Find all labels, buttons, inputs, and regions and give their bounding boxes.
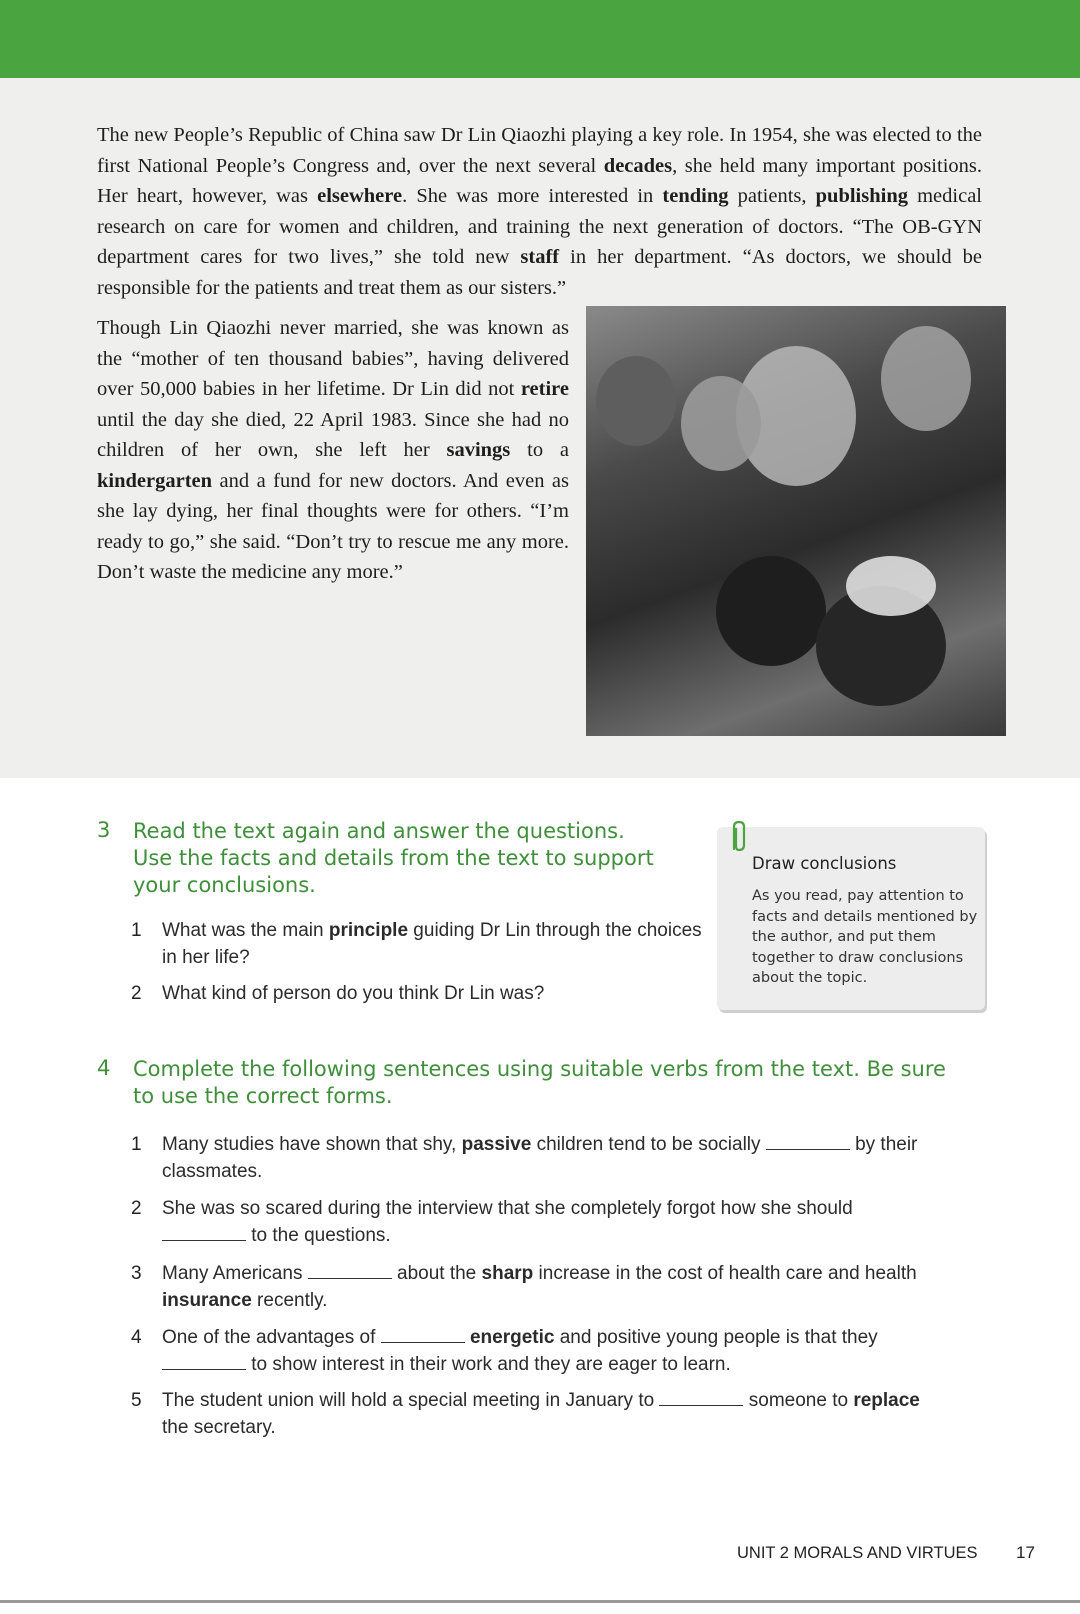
item-number: 2 <box>131 1198 142 1219</box>
question-3-heading-line: Read the text again and answer the questions. <box>133 819 625 843</box>
bold-vocabulary-word: passive <box>461 1134 532 1155</box>
bold-vocabulary-word: insurance <box>162 1290 252 1311</box>
answer-blank <box>162 1352 246 1370</box>
footer-unit-title: UNIT 2 MORALS AND VIRTUES <box>737 1544 978 1562</box>
question-3-heading <box>133 818 693 899</box>
question-3-heading-line: your conclusions. <box>133 873 316 897</box>
bold-vocabulary-word: sharp <box>481 1263 534 1284</box>
bold-vocabulary-word: principle <box>328 920 409 941</box>
header-green-band <box>0 0 1080 78</box>
question-3-item-2 <box>131 980 711 1010</box>
question-4-item-5 <box>131 1387 931 1447</box>
item-text: Many studies have shown that shy, passive children tend to be socially by their classmates. <box>162 1134 918 1182</box>
question-4-item-2 <box>131 1195 931 1255</box>
bold-vocabulary-word: retire <box>520 378 569 400</box>
photo-dr-lin-with-children <box>586 306 1006 736</box>
question-3-number: 3 <box>97 818 111 842</box>
answer-blank <box>766 1132 850 1150</box>
answer-blank <box>381 1325 465 1343</box>
question-4-item-3 <box>131 1260 931 1320</box>
bold-vocabulary-word: kindergarten <box>97 469 213 492</box>
answer-blank <box>162 1223 246 1241</box>
bold-vocabulary-word: tending <box>662 185 729 207</box>
item-number: 5 <box>131 1390 142 1411</box>
item-number: 1 <box>131 920 142 941</box>
bold-vocabulary-word: decades <box>603 154 673 177</box>
tip-title: Draw conclusions <box>752 854 897 873</box>
bold-vocabulary-word: savings <box>446 439 511 461</box>
tip-body: As you read, pay attention to facts and details mentioned by the author, and put them together to draw conclusions about the topic. <box>752 888 978 986</box>
reading-paragraph-2: Though Lin Qiaozhi never married, she was known as the “mother of ten thousand babies”, having delivered over 50,000 babies in her lifetime. Dr Lin did not retire until the day she died, 22 April 1983. Since she had no children of her own, she left her savings to a kindergarten and a fund for new doctors. And even as she lay dying, her final thoughts were for others. “I’m ready to go,” she said. “Don’t try to rescue me any more. Don’t waste the medicine any more.” <box>97 317 570 583</box>
item-text: Many Americans about the sharp increase in the cost of health care and health insurance recently. <box>162 1263 917 1311</box>
item-text: What kind of person do you think Dr Lin was? <box>162 983 545 1004</box>
item-text: The student union will hold a special meeting in January to someone to replace the secretary. <box>162 1390 920 1438</box>
question-4-item-1 <box>131 1131 931 1191</box>
question-4-heading <box>133 1056 1003 1110</box>
question-3-item-1 <box>131 917 711 977</box>
bold-vocabulary-word: elsewhere <box>317 185 403 207</box>
page-number: 17 <box>1016 1543 1035 1562</box>
paperclip-icon <box>726 819 752 855</box>
question-4-heading-line: Complete the following sentences using suitable verbs from the text. Be sure <box>133 1057 946 1081</box>
item-number: 3 <box>131 1263 142 1284</box>
question-4-heading-line: to use the correct forms. <box>133 1084 393 1108</box>
question-3-heading-line: Use the facts and details from the text to support <box>133 846 654 870</box>
item-text: One of the advantages of energetic and positive young people is that they to show interest in their work and they are eager to learn. <box>162 1327 878 1375</box>
answer-blank <box>308 1261 392 1279</box>
page-bottom-edge <box>0 1600 1080 1603</box>
question-4-item-4 <box>131 1324 931 1384</box>
item-text: What was the main principle guiding Dr Lin through the choices in her life? <box>162 920 702 968</box>
bold-vocabulary-word: publishing <box>815 185 908 207</box>
item-number: 4 <box>131 1327 142 1348</box>
item-text: She was so scared during the interview that she completely forgot how she should to the questions. <box>162 1198 853 1246</box>
item-number: 1 <box>131 1134 142 1155</box>
bold-vocabulary-word: replace <box>853 1390 920 1411</box>
item-number: 2 <box>131 983 142 1004</box>
reading-paragraph-1: The new People’s Republic of China saw Dr Lin Qiaozhi playing a key role. In 1954, she was elected to the first National People’s Congress and, over the next several decades, she held many important positions. Her heart, however, was elsewhere. She was more interested in tending patients, publishing medical research on care for women and children, and training the next generation of doctors. “The OB-GYN department cares for two lives,” she told new staff in her department. “As doctors, we should be responsible for the patients and treat them as our sisters.” <box>97 124 982 299</box>
answer-blank <box>659 1388 743 1406</box>
bold-vocabulary-word: staff <box>520 246 560 268</box>
question-4-number: 4 <box>97 1056 111 1080</box>
bold-vocabulary-word: energetic <box>469 1327 555 1348</box>
